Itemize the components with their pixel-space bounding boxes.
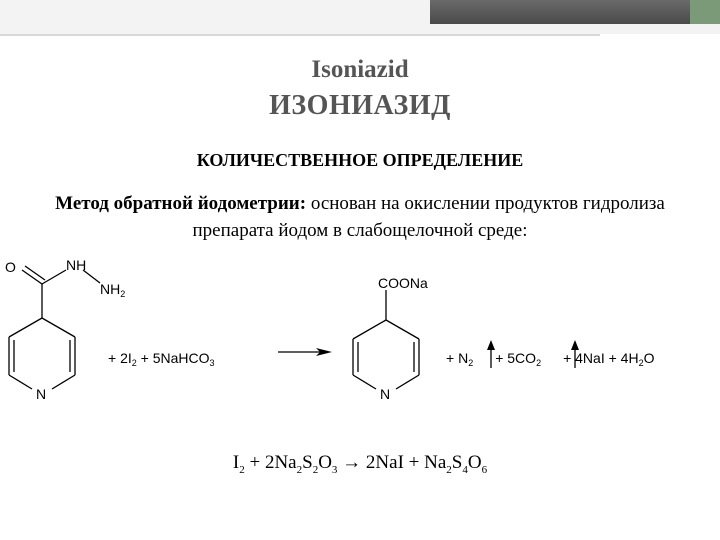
method-text: основан на окислении продуктов гидролиза препарата йодом в слабощелочной среде:: [192, 193, 665, 241]
header-divider: [0, 34, 600, 36]
title-russian: ИЗОНИАЗИД: [269, 90, 451, 121]
header-green-accent: [690, 0, 720, 24]
reaction-arrow: [278, 348, 332, 356]
title-english: Isoniazid: [311, 56, 409, 83]
gas-arrow-up-icon: [487, 340, 495, 368]
group-COONa: COONa: [378, 275, 428, 291]
atom-NH: NH: [66, 257, 87, 273]
isoniazid-structure: [9, 266, 100, 389]
atom-N-left: N: [36, 386, 47, 402]
header-dark-band: [430, 0, 720, 24]
method-description: [20, 190, 700, 244]
thiosulfate-equation: $I_2 + 2Na_2S_2O_3 \to 2NaI + Na_2S_4O_6$: [232, 452, 488, 476]
method-colon: :: [299, 193, 307, 214]
section-heading: КОЛИЧЕСТВЕННОЕ ОПРЕДЕЛЕНИЕ: [196, 150, 524, 170]
products: + $N_2 + 5CO_2 + 4NaI + 4H_2O$: [446, 350, 655, 368]
atom-O: O: [5, 259, 16, 275]
method-name: Метод обратной йодометрии: [55, 193, 300, 214]
atom-NH2: $NH_2$: [100, 281, 126, 299]
reagents: + $2I_2$ + 5NaHCO$_3$: [108, 350, 215, 368]
atom-N-right: N: [380, 386, 391, 402]
slide-header-bar: [0, 0, 720, 34]
isonicotinate-structure: [353, 290, 419, 389]
reaction-scheme: [0, 250, 720, 410]
